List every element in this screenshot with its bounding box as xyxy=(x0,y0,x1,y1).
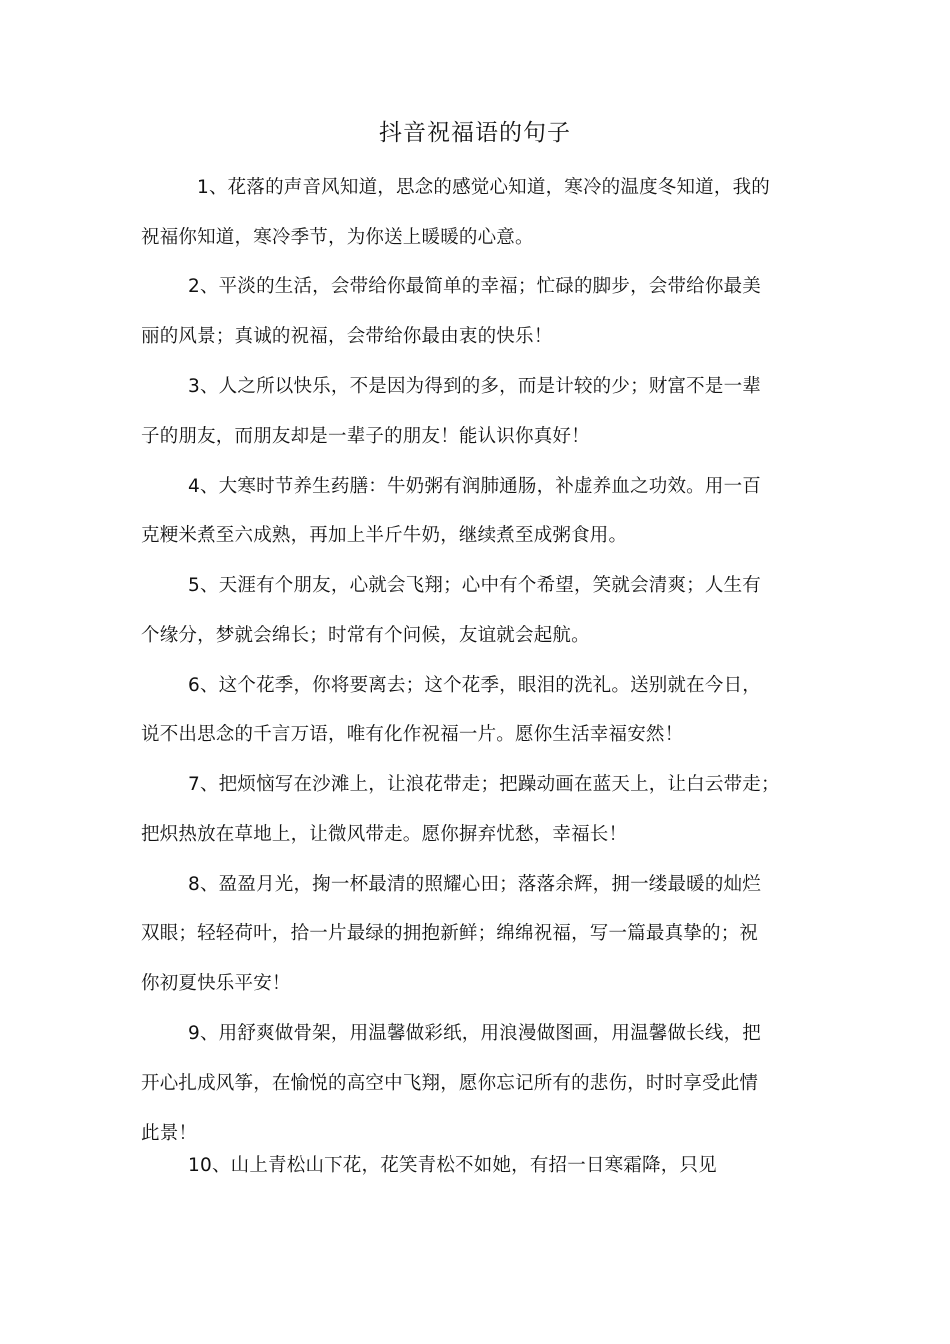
paragraph-line: 7、把烦恼写在沙滩上，让浪花带走；把躁动画在蓝天上，让白云带走； xyxy=(188,774,780,795)
paragraph-line: 开心扎成风筝，在愉悦的高空中飞翔，愿你忘记所有的悲伤，时时享受此情 xyxy=(141,1073,759,1094)
paragraph-line: 丽的风景；真诚的祝福，会带给你最由衷的快乐！ xyxy=(141,326,553,347)
paragraph-line: 9、用舒爽做骨架，用温馨做彩纸，用浪漫做图画，用温馨做长线，把 xyxy=(188,1023,761,1044)
paragraph-line: 2、平淡的生活，会带给你最简单的幸福；忙碌的脚步，会带给你最美 xyxy=(188,276,761,297)
paragraph-line: 个缘分，梦就会绵长；时常有个问候，友谊就会起航。 xyxy=(141,625,590,646)
paragraph-line: 克粳米煮至六成熟，再加上半斤牛奶，继续煮至成粥食用。 xyxy=(141,525,628,546)
paragraph-line: 子的朋友，而朋友却是一辈子的朋友！能认识你真好！ xyxy=(141,426,590,447)
paragraph-line: 6、这个花季，你将要离去；这个花季，眼泪的洗礼。送别就在今日， xyxy=(188,675,761,696)
paragraph-line: 8、盈盈月光，掬一杯最清的照耀心田；落落余辉，拥一缕最暖的灿烂 xyxy=(188,874,761,895)
paragraph-line: 5、天涯有个朋友，心就会飞翔；心中有个希望，笑就会清爽；人生有 xyxy=(188,575,761,596)
paragraph-line: 1、花落的声音风知道，思念的感觉心知道，寒冷的温度冬知道，我的 xyxy=(197,177,770,198)
paragraph-line: 10、山上青松山下花，花笑青松不如她，有招一日寒霜降，只见 xyxy=(188,1155,717,1176)
paragraph-line: 4、大寒时节养生药膳：牛奶粥有润肺通肠，补虚养血之功效。用一百 xyxy=(188,476,761,497)
paragraph-line: 你初夏快乐平安！ xyxy=(141,973,291,994)
paragraph-line: 双眼；轻轻荷叶，拾一片最绿的拥抱新鲜；绵绵祝福，写一篇最真挚的；祝 xyxy=(141,923,759,944)
paragraph-line: 说不出思念的千言万语，唯有化作祝福一片。愿你生活幸福安然！ xyxy=(141,724,684,745)
paragraph-line: 祝福你知道，寒冷季节，为你送上暖暖的心意。 xyxy=(141,227,534,248)
document-title: 抖音祝福语的句子 xyxy=(379,120,571,146)
paragraph-line: 把炽热放在草地上，让微风带走。愿你摒弃忧愁，幸福长！ xyxy=(141,824,628,845)
paragraph-line: 此景！ xyxy=(141,1123,198,1144)
paragraph-line: 3、人之所以快乐，不是因为得到的多，而是计较的少；财富不是一辈 xyxy=(188,376,761,397)
